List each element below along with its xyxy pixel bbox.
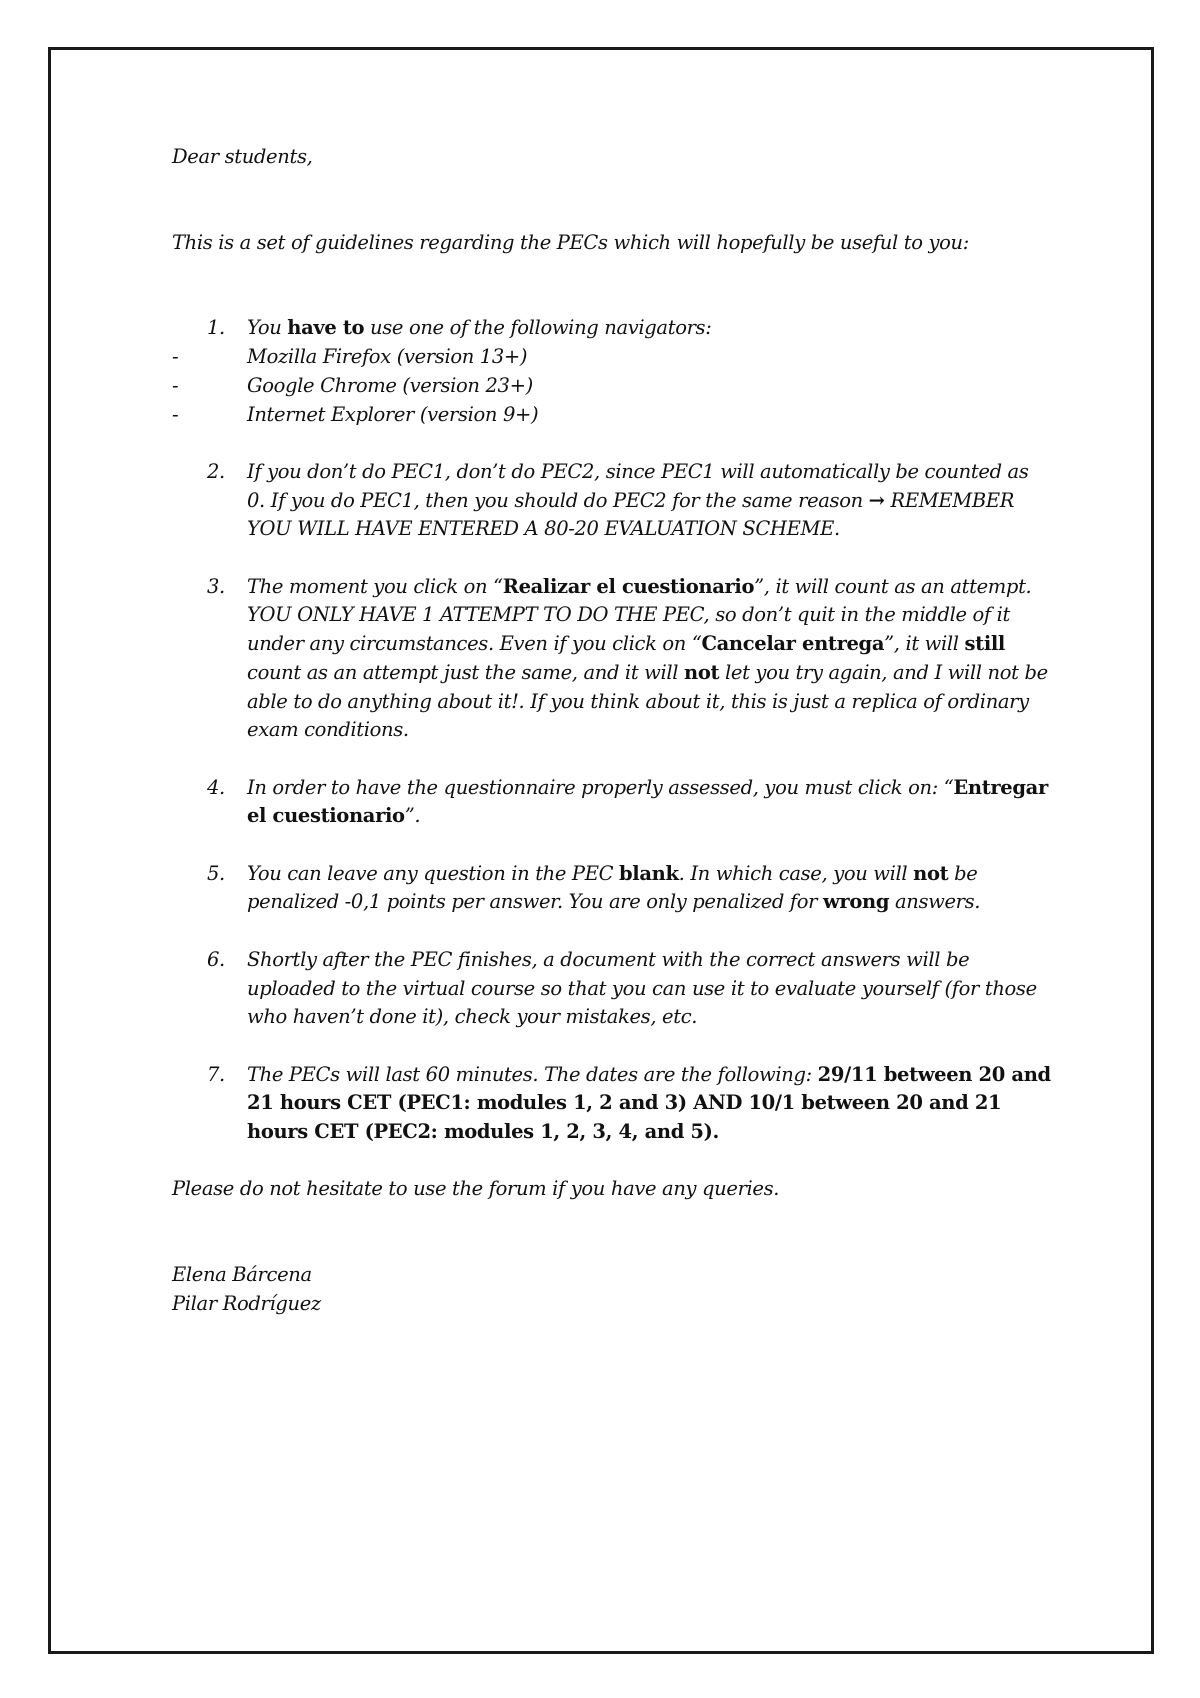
- item-text: The PECs will last 60 minutes. The dates are the following:: [247, 1062, 818, 1086]
- browser-item-explorer: [172, 401, 1052, 430]
- item-bold: wrong: [823, 890, 890, 914]
- item-text: ”.: [404, 804, 421, 828]
- browser-text: Google Chrome (version 23+): [247, 373, 533, 397]
- item-number: 5.: [207, 861, 225, 885]
- item-text: You: [247, 316, 288, 340]
- browser-text: Internet Explorer (version 9+): [247, 402, 539, 426]
- item-bold: Cancelar entrega: [701, 632, 885, 656]
- item-bold: not: [684, 660, 720, 684]
- signature-name: Elena Bárcena: [172, 1263, 312, 1287]
- letter-body: [172, 143, 1052, 1319]
- item-text: The moment you click on “: [247, 574, 503, 598]
- guideline-item-2: [172, 458, 1052, 544]
- item-bold: have to: [287, 316, 365, 340]
- dash-bullet: -: [172, 402, 179, 426]
- item-bold: blank: [619, 861, 679, 885]
- guidelines-list: [172, 314, 1052, 1146]
- item-text: be penalized -0,1 points per answer. You are only penalized for: [247, 861, 978, 914]
- item-bold: not: [913, 861, 949, 885]
- item-text: ”, it will: [884, 632, 965, 656]
- item-bold: Realizar el cuestionario: [502, 574, 755, 598]
- dash-bullet: -: [172, 345, 179, 369]
- item-text: Shortly after the PEC finishes, a document with the correct answers will be uploaded to the virtual course so that you can use it to evaluate yourself (for those who haven’t done it), check your mistakes, etc.: [247, 947, 1037, 1029]
- browser-list: [172, 343, 1052, 429]
- item-number: 2.: [207, 459, 225, 483]
- item-number: 6.: [207, 947, 225, 971]
- signature-block: [172, 1261, 1052, 1318]
- intro-paragraph: This is a set of guidelines regarding the PECs which will hopefully be useful to you:: [172, 230, 969, 254]
- browser-item-chrome: [172, 372, 1052, 401]
- item-text: If you don’t do PEC1, don’t do PEC2, since PEC1 will automatically be counted as 0. If you do PEC1, then you should do PEC2 for the same reason: [247, 459, 1029, 512]
- item-number: 1.: [207, 316, 225, 340]
- item-bold: still: [964, 632, 1005, 656]
- item-number: 7.: [207, 1062, 225, 1086]
- browser-item-firefox: [172, 343, 1052, 372]
- guideline-item-4: [172, 774, 1052, 831]
- closing-paragraph: Please do not hesitate to use the forum if you have any queries.: [172, 1177, 780, 1201]
- item-bold: Entregar el cuestionario: [247, 775, 1048, 828]
- item-text: In order to have the questionnaire properly assessed, you must click on: “: [247, 775, 954, 799]
- item-text: count as an attempt just the same, and it will: [247, 660, 685, 684]
- item-text: use one of the following navigators:: [364, 316, 712, 340]
- browser-text: Mozilla Firefox (version 13+): [247, 345, 528, 369]
- item-text: ”, it will count as an attempt. YOU ONLY HAVE 1 ATTEMPT TO DO THE PEC, so don’t quit in the middle of it under any circumstances. Even if you click on “: [247, 574, 1032, 656]
- item-text: You can leave any question in the PEC: [247, 861, 619, 885]
- item-number: 4.: [207, 775, 225, 799]
- guideline-item-6: [172, 946, 1052, 1032]
- item-number: 3.: [207, 574, 225, 598]
- arrow-right-icon: →: [868, 488, 885, 512]
- guideline-item-1: [172, 314, 1052, 429]
- signature-name: Pilar Rodríguez: [172, 1291, 321, 1315]
- item-text: REMEMBER YOU WILL HAVE ENTERED A 80-20 EVALUATION SCHEME.: [247, 488, 1015, 541]
- guideline-item-5: [172, 860, 1052, 917]
- guideline-item-3: [172, 573, 1052, 745]
- item-text: . In which case, you will: [678, 861, 914, 885]
- dash-bullet: -: [172, 373, 179, 397]
- item-bold: 29/11 between 20 and 21 hours CET (PEC1: modules 1, 2 and 3) AND 10/1 between 20 and 21 hours CET (PEC2: modules 1, 2, 3, 4, and 5).: [247, 1062, 1051, 1143]
- guideline-item-7: [172, 1061, 1052, 1147]
- item-text: let you try again, and I will not be able to do anything about it!. If you think about it, this is just a replica of ordinary exam conditions.: [247, 660, 1048, 742]
- item-text: answers.: [889, 890, 981, 914]
- greeting: Dear students,: [172, 145, 313, 168]
